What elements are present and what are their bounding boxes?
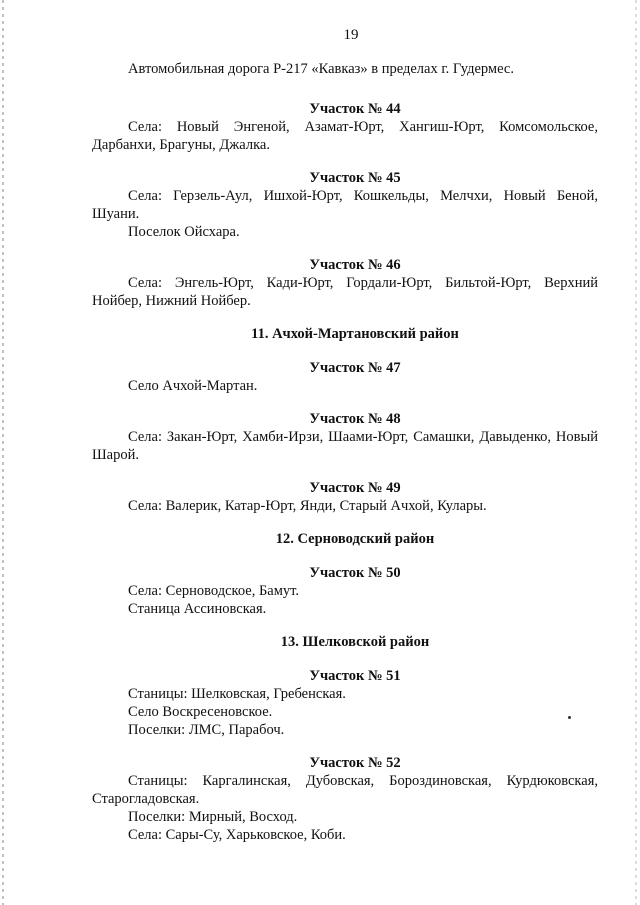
section-group-district-13 [92,667,598,844]
district-heading-11: 11. Ачхой-Мартановский район [251,326,459,342]
section-line: Поселки: Мирный, Восход. [128,809,298,825]
district-heading-12: 12. Серноводский район [275,531,435,547]
page-number: 19 [343,27,359,43]
section-title: Участок № 44 [309,101,401,117]
section-line: Села: Серноводское, Бамут. [128,583,300,599]
section-line: Село Воскресеновское. [128,704,273,720]
section-s46 [92,256,598,310]
section-line: Станицы: Каргалинская, Дубовская, Бороздиновская, Курдюковская, Старогладовская. [92,773,598,807]
section-s44 [92,100,598,154]
scan-edge-left [2,0,4,905]
section-s47 [92,359,598,395]
section-line: Село Ачхой-Мартан. [128,378,258,394]
section-line: Села: Сары-Су, Харьковское, Коби. [128,827,346,843]
section-title: Участок № 45 [309,170,401,186]
district-heading-13: 13. Шелковской район [280,634,430,650]
section-line: Поселки: ЛМС, Парабоч. [128,722,285,738]
section-s49 [92,479,598,515]
section-s45 [92,169,598,241]
section-title: Участок № 50 [309,565,401,581]
section-title: Участок № 48 [309,411,401,427]
section-s52 [92,754,598,844]
section-line: Станица Ассиновская. [128,601,267,617]
section-group-district-11 [92,359,598,515]
section-line: Села: Новый Энгеной, Азамат-Юрт, Хангиш-Юрт, Комсомольское, Дарбанхи, Брагуны, Джалка. [92,119,598,153]
section-s48 [92,410,598,464]
section-title: Участок № 51 [309,668,401,684]
scan-edge-right [635,0,637,905]
section-title: Участок № 46 [309,257,401,273]
section-s50 [92,564,598,618]
section-group-gudermes [92,100,598,310]
section-line: Села: Валерик, Катар-Юрт, Янди, Старый Ачхой, Кулары. [128,498,487,514]
section-line: Поселок Ойсхара. [128,224,240,240]
intro-paragraph: Автомобильная дорога Р-217 «Кавказ» в пределах г. Гудермес. [128,61,514,77]
section-title: Участок № 52 [309,755,401,771]
section-s51 [92,667,598,739]
document-body [92,26,598,859]
section-title: Участок № 49 [309,480,401,496]
section-line: Станицы: Шелковская, Гребенская. [128,686,346,702]
section-line: Села: Энгель-Юрт, Кади-Юрт, Гордали-Юрт, Бильтой-Юрт, Верхний Нойбер, Нижний Нойбер. [92,275,598,309]
section-line: Села: Закан-Юрт, Хамби-Ирзи, Шаами-Юрт, Самашки, Давыденко, Новый Шарой. [92,429,598,463]
section-title: Участок № 47 [309,360,401,376]
section-line: Села: Герзель-Аул, Ишхой-Юрт, Кошкельды, Мелчхи, Новый Беной, Шуани. [92,188,598,222]
section-group-district-12 [92,564,598,618]
